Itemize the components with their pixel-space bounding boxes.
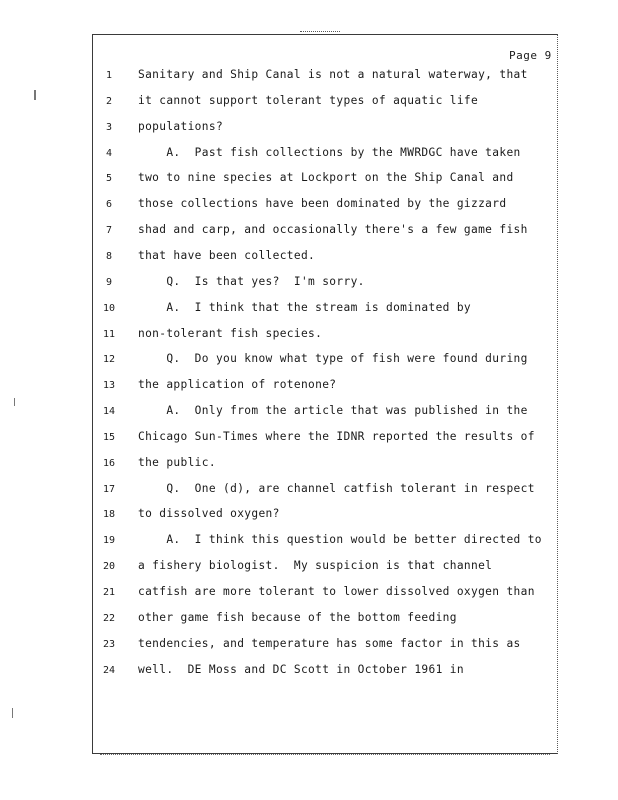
transcript-line	[0, 533, 618, 553]
line-text: Q. Do you know what type of fish were found during	[138, 352, 528, 366]
line-text: those collections have been dominated by the gizzard	[138, 197, 507, 211]
line-text: that have been collected.	[138, 248, 316, 262]
line-number: 9	[105, 276, 113, 288]
bottom-scan-noise	[100, 754, 550, 757]
line-number: 15	[102, 431, 116, 443]
transcript-line	[0, 197, 618, 217]
line-number: 4	[105, 147, 113, 159]
line-text: A. Past fish collections by the MWRDGC have taken	[138, 145, 521, 159]
line-text: tendencies, and temperature has some factor in this as	[138, 636, 521, 650]
line-text: non-tolerant fish species.	[138, 326, 323, 340]
line-number: 18	[102, 509, 116, 521]
transcript-line	[0, 663, 618, 683]
scan-speck	[14, 398, 15, 406]
transcript-line	[0, 378, 618, 398]
line-number: 20	[102, 561, 116, 573]
line-number: 24	[102, 664, 116, 676]
transcript-line	[0, 507, 618, 527]
line-text: well. DE Moss and DC Scott in October 1961 in	[138, 662, 464, 676]
line-number: 8	[105, 250, 113, 262]
line-text: Q. Is that yes? I'm sorry.	[138, 274, 365, 288]
line-number: 22	[102, 612, 116, 624]
line-number: 10	[102, 302, 116, 314]
line-number: 14	[102, 406, 116, 418]
line-text: Chicago Sun-Times where the IDNR reported the results of	[138, 429, 535, 443]
transcript-line	[0, 482, 618, 502]
transcript-line	[0, 223, 618, 243]
line-number: 6	[105, 199, 113, 211]
line-text: two to nine species at Lockport on the Ship Canal and	[138, 171, 514, 185]
line-text: A. I think this question would be better directed to	[138, 533, 542, 547]
transcript-line	[0, 352, 618, 372]
transcript-line	[0, 94, 618, 114]
transcript-line	[0, 637, 618, 657]
transcript-line	[0, 249, 618, 269]
line-text: Q. One (d), are channel catfish tolerant in respect	[138, 481, 535, 495]
line-number: 7	[105, 225, 113, 237]
scan-speck	[12, 708, 13, 718]
line-number: 23	[102, 638, 116, 650]
page-number: Page 9	[509, 49, 552, 62]
transcript-line	[0, 327, 618, 347]
line-number: 2	[105, 95, 113, 107]
line-number: 3	[105, 121, 113, 133]
line-text: A. I think that the stream is dominated by	[138, 300, 472, 314]
line-text: a fishery biologist. My suspicion is that channel	[138, 559, 493, 573]
line-text: the public.	[138, 455, 216, 469]
line-number: 21	[102, 587, 116, 598]
transcript-line	[0, 456, 618, 476]
transcript-line	[0, 430, 618, 450]
transcript-line	[0, 275, 618, 295]
line-text: A. Only from the article that was published in the	[138, 404, 528, 418]
transcript-line	[0, 404, 618, 424]
transcript-line	[0, 146, 618, 166]
line-text: to dissolved oxygen?	[138, 507, 280, 521]
line-number: 12	[102, 354, 116, 366]
line-text: Sanitary and Ship Canal is not a natural waterway, that	[138, 68, 528, 81]
line-number: 19	[102, 535, 116, 547]
line-text: the application of rotenone?	[138, 378, 337, 392]
transcript-line	[0, 611, 618, 631]
line-number: 16	[102, 457, 116, 469]
line-number: 17	[102, 483, 116, 495]
transcript-line	[0, 559, 618, 579]
transcript-line	[0, 301, 618, 321]
line-text: it cannot support tolerant types of aquatic life	[138, 93, 479, 107]
line-text: populations?	[138, 119, 224, 133]
line-text: shad and carp, and occasionally there's a few game fish	[138, 223, 528, 237]
transcript-line	[0, 68, 618, 88]
transcript-line	[0, 585, 618, 605]
line-text: catfish are more tolerant to lower dissolved oxygen than	[138, 585, 535, 598]
line-number: 11	[102, 328, 116, 340]
line-text: other game fish because of the bottom feeding	[138, 610, 457, 624]
line-number: 13	[102, 380, 116, 392]
transcript-line	[0, 171, 618, 191]
line-number: 5	[105, 173, 113, 185]
line-number: 1	[105, 70, 113, 81]
transcript-line	[0, 120, 618, 140]
scan-speck	[34, 90, 36, 100]
